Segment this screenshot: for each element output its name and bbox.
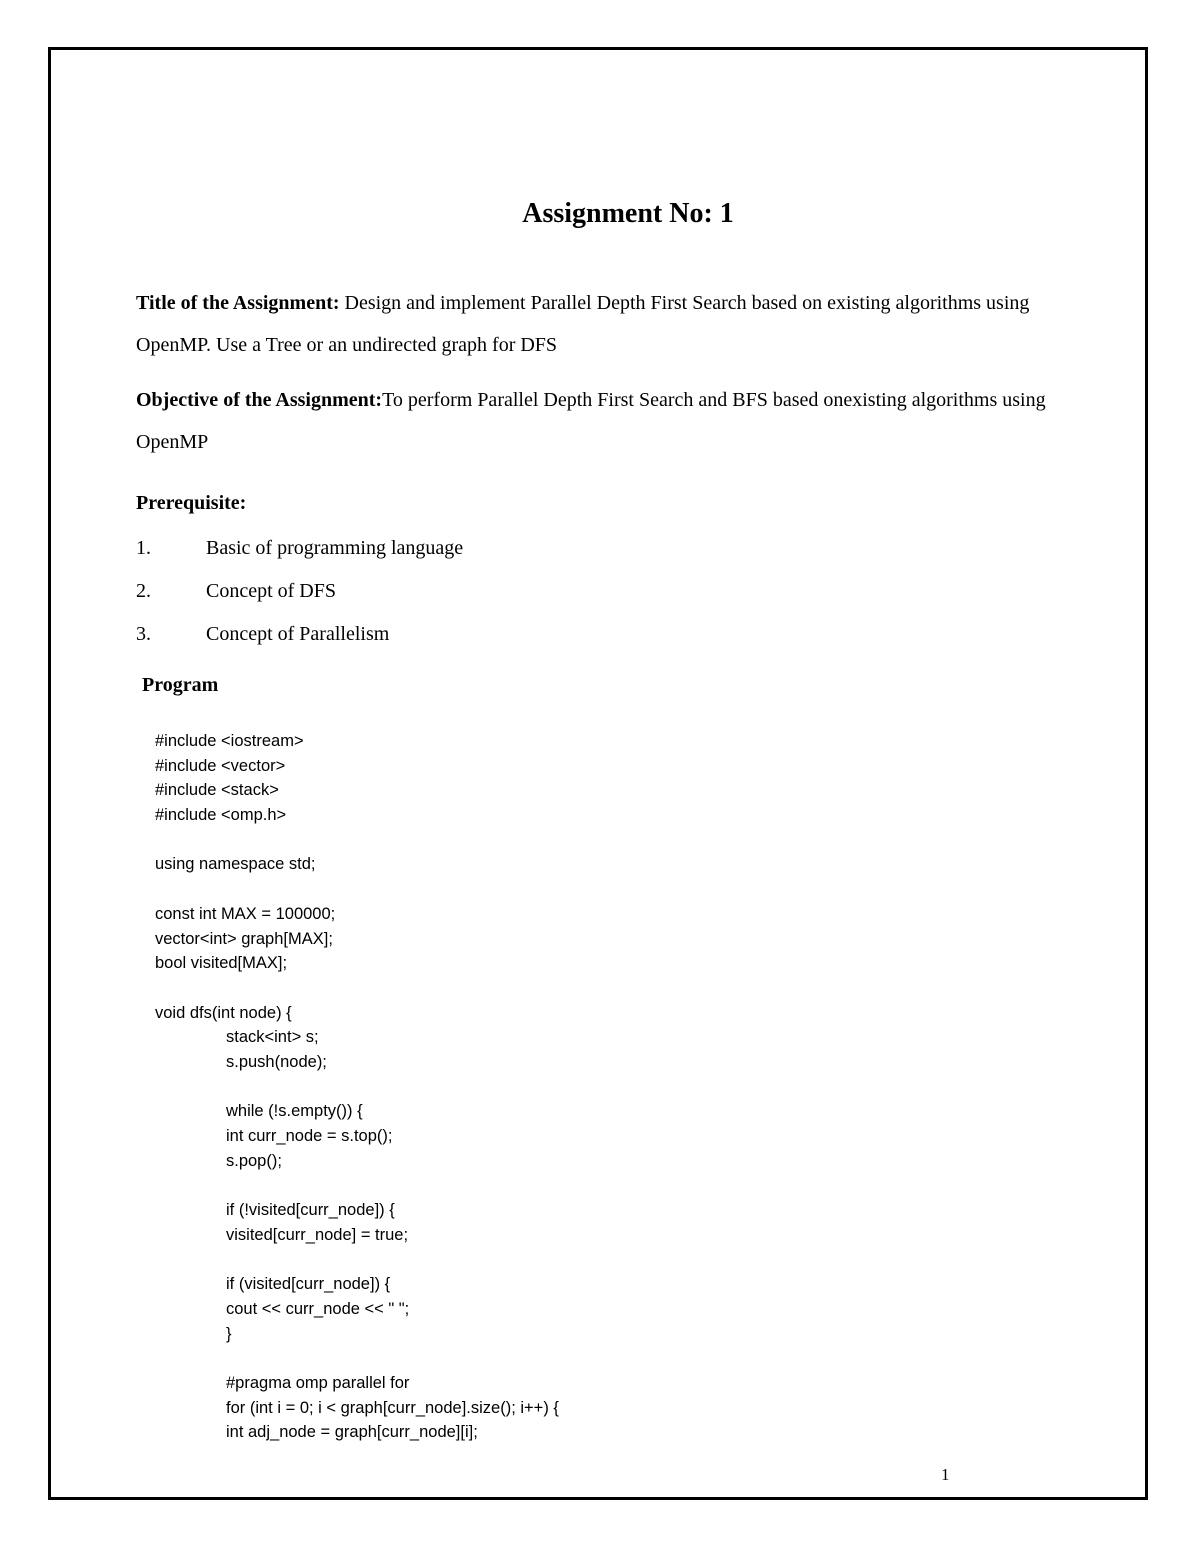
assignment-title <box>136 282 1076 366</box>
code-line <box>155 1247 559 1272</box>
code-line: cout << curr_node << " "; <box>226 1299 410 1318</box>
prerequisite-item <box>136 533 463 576</box>
code-line <box>155 877 559 902</box>
code-line: s.push(node); <box>226 1052 327 1071</box>
code-line: int adj_node = graph[curr_node][i]; <box>226 1423 478 1442</box>
prerequisite-number: 1. <box>136 537 151 559</box>
code-line <box>155 1346 559 1371</box>
code-line: void dfs(int node) { <box>155 1003 292 1022</box>
objective-label: Objective of the Assignment: <box>136 389 383 411</box>
code-line <box>155 976 559 1001</box>
code-line: bool visited[MAX]; <box>155 954 288 973</box>
objective-text: To perform Parallel Depth First Search and BFS based onexisting algorithms using OpenMP <box>136 389 1046 453</box>
code-line: #include <iostream> <box>155 732 304 750</box>
prerequisite-text: Concept of Parallelism <box>206 623 390 645</box>
prerequisite-heading: Prerequisite: <box>136 492 247 514</box>
code-line: while (!s.empty()) { <box>226 1102 363 1121</box>
assignment-objective <box>136 379 1076 463</box>
code-line: stack<int> s; <box>226 1028 319 1047</box>
code-line: #include <stack> <box>155 781 279 800</box>
code-line: using namespace std; <box>155 855 316 874</box>
code-line <box>155 828 559 853</box>
program-heading: Program <box>142 674 219 696</box>
code-line: if (!visited[curr_node]) { <box>226 1201 395 1220</box>
prerequisite-number: 2. <box>136 580 151 602</box>
prerequisite-text: Concept of DFS <box>206 580 336 602</box>
code-line: s.pop(); <box>226 1151 282 1170</box>
code-listing <box>155 729 559 1445</box>
code-line: if (visited[curr_node]) { <box>226 1275 391 1294</box>
code-line: const int MAX = 100000; <box>155 904 336 923</box>
code-line: int curr_node = s.top(); <box>226 1127 393 1145</box>
code-line: #include <vector> <box>155 756 286 775</box>
prerequisite-text: Basic of programming language <box>206 537 464 559</box>
prerequisite-list <box>136 533 463 662</box>
title-text: Design and implement Parallel Depth First Search based on existing algorithms using OpenMP. Use a Tree or an undirected graph for DFS <box>136 292 1030 356</box>
code-line: #pragma omp parallel for <box>226 1373 410 1392</box>
code-line: for (int i = 0; i < graph[curr_node].size(); i++) { <box>226 1398 559 1417</box>
code-line <box>155 1075 559 1100</box>
title-label: Title of the Assignment: <box>136 292 340 314</box>
assignment-heading: Assignment No: 1 <box>522 198 734 229</box>
prerequisite-item <box>136 576 463 619</box>
code-line: #include <omp.h> <box>155 806 287 825</box>
page-number: 1 <box>941 1465 950 1484</box>
prerequisite-number: 3. <box>136 623 151 645</box>
code-line: vector<int> graph[MAX]; <box>155 929 333 948</box>
code-line <box>155 1173 559 1198</box>
code-line: visited[curr_node] = true; <box>226 1225 409 1244</box>
code-line: } <box>226 1324 232 1343</box>
prerequisite-item <box>136 619 463 662</box>
